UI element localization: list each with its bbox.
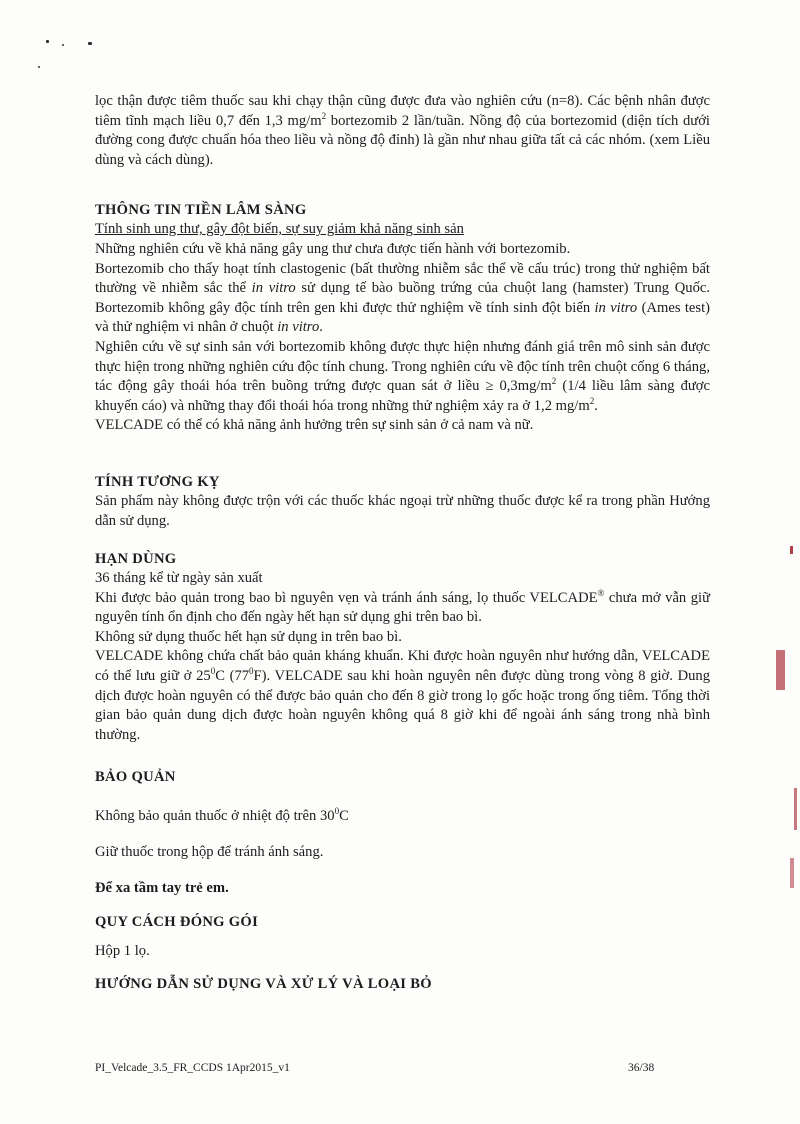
superscript: 0 (249, 666, 254, 677)
footer-document-id: PI_Velcade_3.5_FR_CCDS 1Apr2015_v1 (95, 1062, 290, 1074)
paragraph-incompatibility: Sản phẩm này không được trộn với các thuốc khác ngoại trừ những thuốc được kể ra trong phần Hướng dẫn sử dụng. (95, 492, 710, 529)
text: Không bảo quản thuốc ở nhiệt độ trên 30 (95, 808, 335, 825)
superscript: 0 (210, 666, 216, 677)
heading-preclinical: THÔNG TIN TIỀN LÂM SÀNG (95, 202, 307, 219)
registered-mark: ® (597, 587, 605, 598)
paragraph-clastogenic (95, 260, 710, 338)
text: sử dụng tế bào buồng trứng của chuột lang (hamster) Trung Quốc. Bortezomib không gây độc tính trên gen khi được thử nghiệm về tính sinh đột biến (95, 280, 710, 316)
italic-text: in vitro (277, 319, 320, 336)
text: lọc thận được tiêm thuốc sau khi chạy thận cũng được đưa vào nghiên cứu (n=8). Các bệnh nhân được tiêm tĩnh mạch liều 0,7 đến 1,3 mg/m (95, 93, 710, 129)
text: bortezomib 2 lần/tuần. Nồng độ của bortezomid (diện tích dưới đường cong được chuẩn hóa theo liều và nồng độ đỉnh) là gần như nhau giữa tất cả các nhóm. (xem Liều dùng và cách dùng). (95, 112, 710, 168)
footer-page-number: 36/38 (628, 1062, 655, 1074)
paragraph-reconstitution (95, 647, 710, 745)
text: VELCADE không chứa chất bảo quản kháng khuẩn. Khi được hoàn nguyên như hướng dẫn, VELCADE có thể lưu giữ ở 25 (95, 648, 710, 685)
scan-speck (46, 40, 49, 43)
text: (1/4 liều lâm sàng được khuyến cáo) và những thay đổi thoái hóa trong những thử nghiệm xảy ra ở 1,2 mg/m (95, 378, 711, 414)
paragraph-children-warning: Để xa tầm tay trẻ em. (95, 879, 229, 896)
text: chưa mở vẫn giữ nguyên tính ổn định cho đến ngày hết hạn sử dụng ghi trên bao bì. (95, 589, 710, 626)
subheading-carcinogenicity: Tính sinh ung thư, gây đột biến, sự suy giảm khả năng sinh sản (95, 221, 464, 238)
paragraph-stability (95, 589, 710, 628)
text: . (594, 397, 598, 414)
edge-mark (776, 650, 785, 690)
paragraph-reproduction (95, 338, 710, 416)
text: Bortezomib cho thấy hoạt tính clastogenic (bất thường nhiễm sắc thể về cấu trúc) trong thử nghiệm bất thường về nhiễm sắc thể (95, 260, 710, 297)
paragraph-storage-light: Giữ thuốc trong hộp để tránh ánh sáng. (95, 844, 324, 861)
paragraph-shelf-life: 36 tháng kể từ ngày sản xuất (95, 570, 263, 587)
edge-mark (794, 788, 797, 830)
heading-storage: BẢO QUẢN (95, 769, 176, 786)
heading-expiry: HẠN DÙNG (95, 551, 177, 568)
heading-packaging: QUY CÁCH ĐÓNG GÓI (95, 914, 259, 931)
text: (Ames test) và thử nghiệm vi nhân ở chuột (95, 299, 710, 336)
scan-speck (38, 66, 40, 68)
text: F). VELCADE sau khi hoàn nguyên nên được dùng trong vòng 8 giờ. Dung dịch được hoàn nguyên có thể được bảo quản cho đến 8 giờ trong lọ gốc hoặc trong ống tiêm. Tổng thời gian bảo quản dung dịch được hoàn nguyên không quá 8 giờ khi để ngoài ánh sáng trong nhà bình thường. (95, 668, 710, 743)
text: C (339, 808, 349, 825)
text: Khi được bảo quản trong bao bì nguyên vẹn và tránh ánh sáng, lọ thuốc VELCADE (95, 589, 598, 606)
heading-instructions: HƯỚNG DẪN SỬ DỤNG VÀ XỬ LÝ VÀ LOẠI BỎ (95, 975, 432, 992)
paragraph-pharmacokinetics (95, 92, 710, 170)
superscript: 2 (589, 395, 595, 406)
heading-incompatibility: TÍNH TƯƠNG KỴ (95, 473, 220, 490)
paragraph-fertility: VELCADE có thể có khả năng ảnh hưởng trên sự sinh sản ở cả nam và nữ. (95, 417, 534, 434)
text: Nghiên cứu về sự sinh sản với bortezomib không được thực hiện nhưng đánh giá trên mô sinh sản được thực hiện trong những nghiên cứu độc tính chung. Trong nghiên cứu về độc tính trên chuột cống 6 tháng, tác động gây thoái hóa trên buồng trứng được quan sát ở liều ≥ 0,3mg/m (95, 338, 710, 395)
superscript: 2 (321, 110, 327, 121)
scan-speck (88, 42, 92, 45)
paragraph-expired: Không sử dụng thuốc hết hạn sử dụng in trên bao bì. (95, 628, 402, 645)
italic-text: in vitro (251, 280, 296, 297)
text: . (319, 319, 323, 336)
superscript: 2 (551, 376, 557, 387)
document-page (95, 92, 710, 994)
text: C (77 (215, 668, 250, 685)
paragraph-carcinogenicity: Những nghiên cứu về khả năng gây ung thư chưa được tiến hành với bortezomib. (95, 240, 571, 257)
superscript: 0 (334, 806, 340, 817)
paragraph-storage-temp (95, 807, 710, 827)
edge-mark (790, 546, 793, 554)
italic-text: in vitro (594, 299, 638, 316)
scan-speck (62, 44, 64, 46)
paragraph-packaging: Hộp 1 lọ. (95, 943, 150, 960)
edge-mark (790, 858, 794, 888)
